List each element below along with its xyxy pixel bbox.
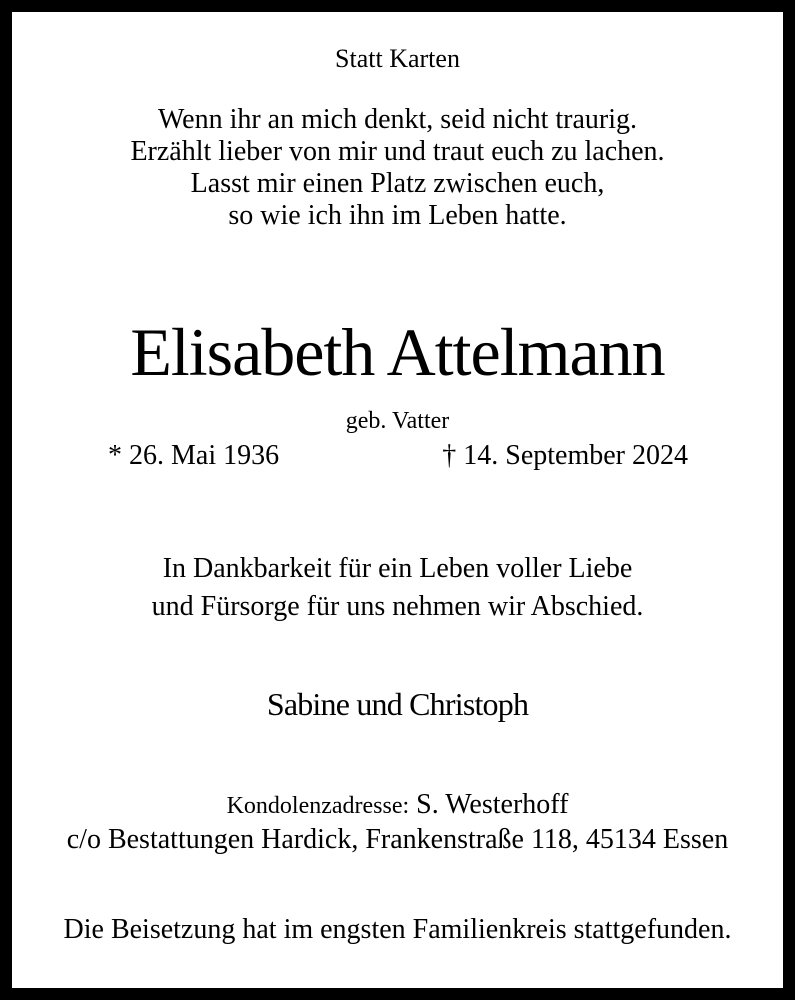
poem-line: Lasst mir einen Platz zwischen euch, xyxy=(190,168,605,199)
condolence-label: Kondolenzadresse: xyxy=(226,793,410,819)
life-dates xyxy=(108,438,688,474)
death-date: † 14. September 2024 xyxy=(442,440,688,471)
farewell-line: In Dankbarkeit für ein Leben voller Liebe xyxy=(162,553,633,584)
burial-note: Die Beisetzung hat im engsten Familienkreis stattgefunden. xyxy=(63,914,732,945)
family-names: Sabine und Christoph xyxy=(266,686,529,722)
poem-line: Wenn ihr an mich denkt, seid nicht traurig. xyxy=(157,104,638,135)
farewell-line: und Fürsorge für uns nehmen wir Abschied. xyxy=(151,591,644,622)
condolence-contact xyxy=(12,788,783,823)
farewell-text xyxy=(12,550,783,626)
maiden-name: geb. Vatter xyxy=(345,408,450,434)
poem-line: so wie ich ihn im Leben hatte. xyxy=(228,200,567,231)
condolence-address xyxy=(12,788,783,857)
birth-date: * 26. Mai 1936 xyxy=(108,440,280,471)
intro-text: Statt Karten xyxy=(335,44,460,73)
obituary-card xyxy=(12,12,783,988)
condolence-name: S. Westerhoff xyxy=(416,789,569,820)
poem-line: Erzählt lieber von mir und traut euch zu lachen. xyxy=(130,136,665,167)
condolence-street: c/o Bestattungen Hardick, Frankenstraße 118, 45134 Essen xyxy=(66,824,729,855)
deceased-name: Elisabeth Attelmann xyxy=(130,314,665,390)
poem xyxy=(12,104,783,232)
